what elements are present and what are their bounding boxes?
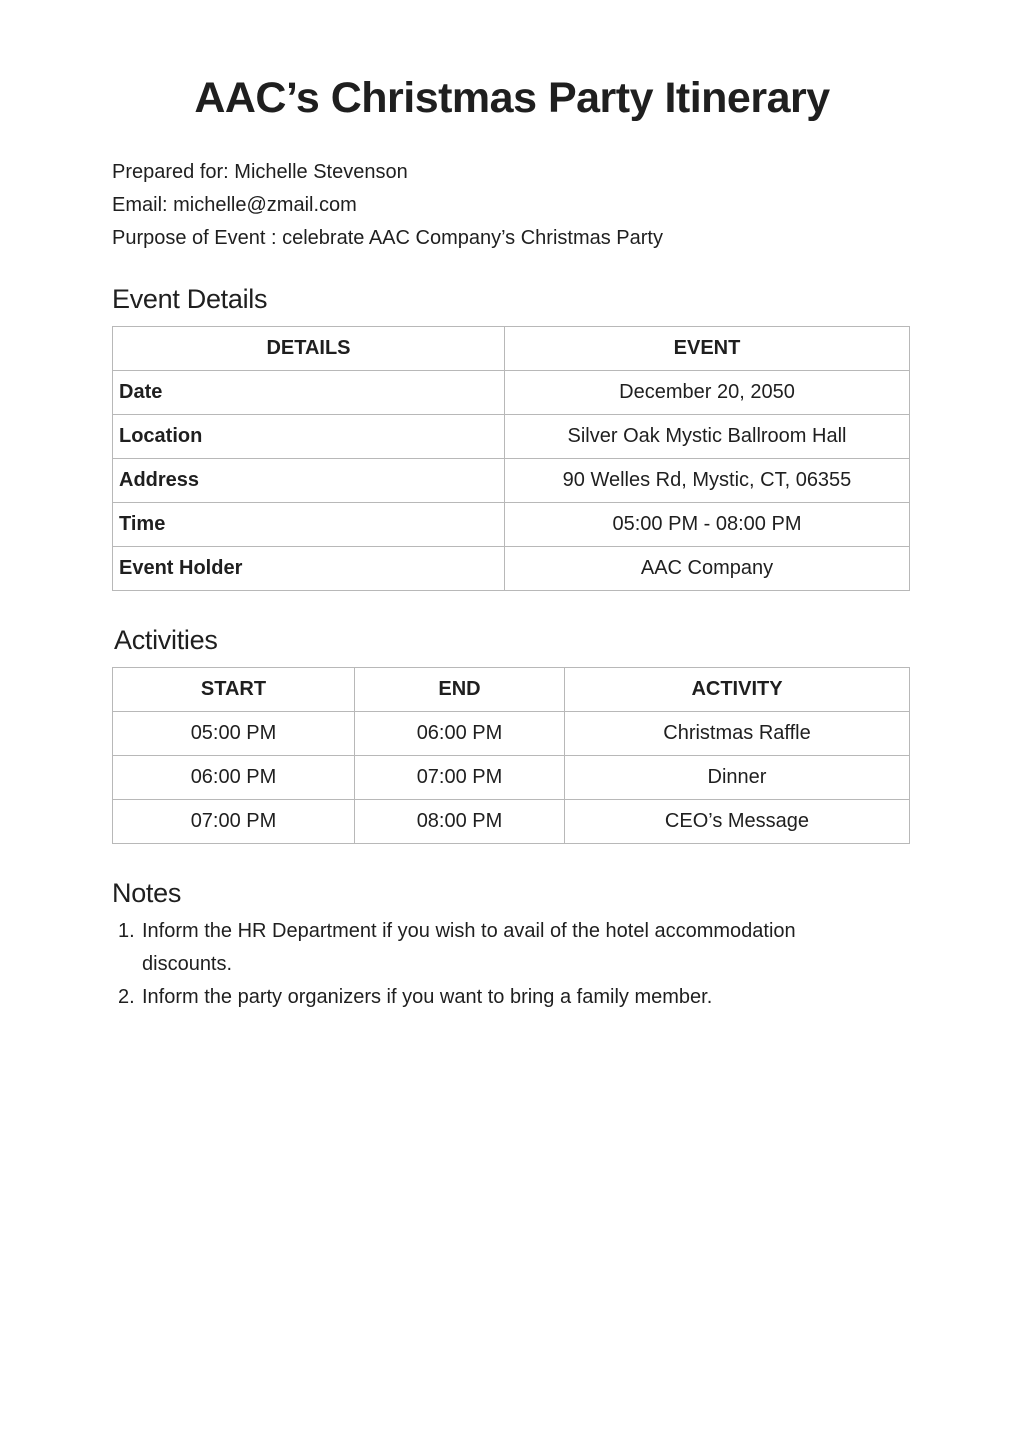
table-row	[113, 756, 910, 800]
table-row	[113, 547, 910, 591]
event-details-table	[112, 326, 910, 591]
start-time-cell: 07:00 PM	[113, 800, 355, 844]
table-header-cell: DETAILS	[113, 327, 505, 371]
table-row	[113, 800, 910, 844]
list-number: 1.	[118, 920, 135, 942]
note-text: Inform the party organizers if you want to bring a family member.	[142, 986, 713, 1008]
table-row	[113, 503, 910, 547]
table-header-cell: START	[113, 668, 355, 712]
activities-table	[112, 667, 910, 844]
table-header-cell: EVENT	[505, 327, 910, 371]
start-time-cell: 06:00 PM	[113, 756, 355, 800]
end-time-cell: 08:00 PM	[355, 800, 565, 844]
list-item	[112, 981, 872, 1014]
activity-cell: Dinner	[565, 756, 910, 800]
table-header-row	[113, 668, 910, 712]
table-header-cell: ACTIVITY	[565, 668, 910, 712]
notes-heading: Notes	[112, 878, 182, 908]
event-details-heading: Event Details	[112, 284, 268, 314]
activities-heading: Activities	[114, 625, 218, 655]
email-line: Email: michelle@zmail.com	[112, 194, 357, 216]
note-text: Inform the HR Department if you wish to avail of the hotel accommodation discounts.	[142, 920, 796, 975]
end-time-cell: 06:00 PM	[355, 712, 565, 756]
prepared-for-line: Prepared for: Michelle Stevenson	[112, 161, 408, 183]
table-row	[113, 371, 910, 415]
detail-label: Date	[113, 371, 505, 415]
purpose-line: Purpose of Event : celebrate AAC Company’s Christmas Party	[112, 227, 663, 249]
detail-value: 90 Welles Rd, Mystic, CT, 06355	[505, 459, 910, 503]
list-item	[112, 915, 872, 981]
table-row	[113, 712, 910, 756]
notes-list	[112, 915, 872, 1014]
document-meta	[112, 156, 663, 255]
table-header-cell: END	[355, 668, 565, 712]
activity-cell: CEO’s Message	[565, 800, 910, 844]
detail-value: 05:00 PM - 08:00 PM	[505, 503, 910, 547]
detail-value: Silver Oak Mystic Ballroom Hall	[505, 415, 910, 459]
start-time-cell: 05:00 PM	[113, 712, 355, 756]
detail-value: December 20, 2050	[505, 371, 910, 415]
page-title: AAC’s Christmas Party Itinerary	[194, 74, 830, 122]
table-row	[113, 459, 910, 503]
table-row	[113, 415, 910, 459]
detail-label: Event Holder	[113, 547, 505, 591]
activity-cell: Christmas Raffle	[565, 712, 910, 756]
end-time-cell: 07:00 PM	[355, 756, 565, 800]
table-header-row	[113, 327, 910, 371]
detail-label: Time	[113, 503, 505, 547]
detail-value: AAC Company	[505, 547, 910, 591]
detail-label: Address	[113, 459, 505, 503]
detail-label: Location	[113, 415, 505, 459]
list-number: 2.	[118, 986, 135, 1008]
